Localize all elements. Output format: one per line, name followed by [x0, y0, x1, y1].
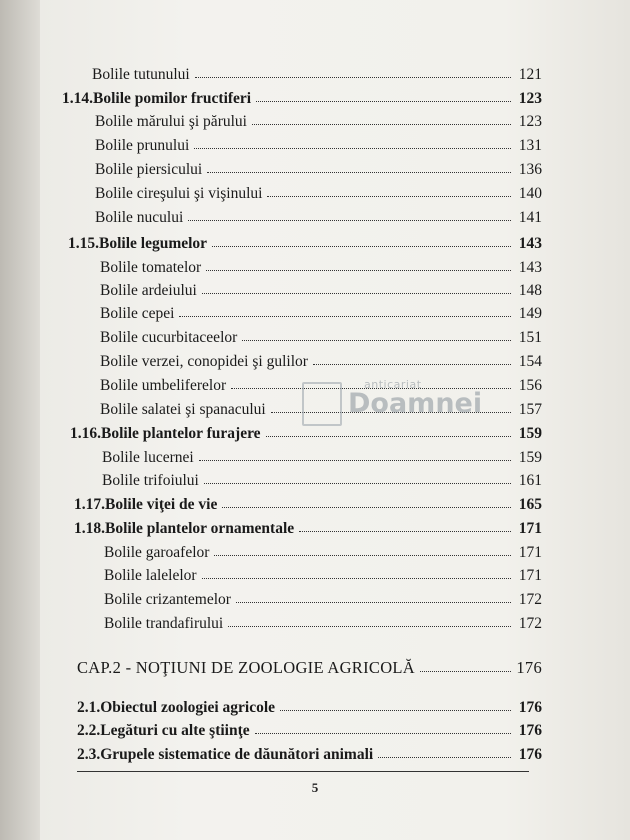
watermark-top-text: anticariat: [364, 378, 422, 391]
toc-entry-page: 159: [518, 448, 542, 466]
toc-entry-page: 176: [516, 657, 542, 677]
toc-leader-dots: [202, 293, 511, 294]
toc-leader-dots: [313, 364, 511, 365]
toc-entry: [100, 347, 542, 369]
toc-leader-dots: [214, 555, 511, 556]
toc-entry-label: 2.1.Obiectul zoologiei agricole: [77, 698, 276, 716]
toc-entry-page: 171: [518, 543, 542, 561]
toc-entry-page: 171: [518, 566, 542, 584]
toc-entry-label: Bolile nucului: [95, 208, 184, 226]
toc-entry-page: 165: [518, 495, 542, 513]
toc-entry-page: 149: [518, 304, 542, 322]
toc-leader-dots: [204, 483, 511, 484]
toc-leader-dots: [280, 710, 511, 711]
toc-entry: [100, 323, 542, 345]
toc-entry-label: Bolile lucernei: [102, 448, 194, 466]
toc-entry-page: 148: [518, 281, 542, 299]
toc-entry-page: 176: [518, 698, 542, 716]
toc-entry-label: 1.17.Bolile viţei de vie: [74, 495, 218, 513]
watermark-logo: [302, 378, 483, 438]
toc-entry-label: 1.16.Bolile plantelor furajere: [70, 424, 261, 442]
toc-entry: [62, 84, 542, 106]
toc-entry: [102, 443, 542, 465]
toc-leader-dots: [242, 340, 511, 341]
toc-leader-dots: [206, 270, 511, 271]
toc-entry-label: 1.14.Bolile pomilor fructiferi: [62, 89, 252, 107]
toc-entry-page: 157: [518, 400, 542, 418]
toc-entry-label: Bolile trandafirului: [104, 614, 224, 632]
toc-entry-label: Bolile piersicului: [95, 160, 203, 178]
toc-entry: [74, 490, 542, 512]
toc-entry: [104, 561, 542, 583]
toc-entry-page: 140: [518, 184, 542, 202]
toc-leader-dots: [299, 531, 511, 532]
toc-entry-page: 141: [518, 208, 542, 226]
toc-entry-page: 176: [518, 721, 542, 739]
toc-entry-page: 176: [518, 745, 542, 763]
toc-leader-dots: [199, 460, 511, 461]
toc-leader-dots: [252, 124, 511, 125]
toc-entry-label: Bolile cucurbitaceelor: [100, 328, 238, 346]
toc-entry: [77, 716, 542, 738]
page-number: 5: [311, 780, 319, 795]
toc-entry: [95, 131, 542, 153]
toc-entry-page: 161: [518, 471, 542, 489]
toc-entry-label: Bolile umbeliferelor: [100, 376, 227, 394]
toc-entry: [102, 466, 542, 488]
toc-entry-label: Bolile verzei, conopidei şi gulilor: [100, 352, 308, 370]
toc-entry-label: Bolile salatei şi spanacului: [100, 400, 266, 418]
toc-entry-page: 131: [518, 136, 542, 154]
footer-rule: [77, 771, 529, 772]
toc-entry-page: 143: [518, 258, 542, 276]
toc-entry: [77, 740, 542, 762]
toc-entry-label: 1.15.Bolile legumelor: [68, 234, 208, 252]
toc-entry-page: 121: [518, 65, 542, 83]
toc-entry: [74, 514, 542, 536]
toc-entry: [77, 693, 542, 715]
toc-entry-label: Bolile ardeiului: [100, 281, 197, 299]
toc-leader-dots: [195, 77, 511, 78]
toc-leader-dots: [378, 757, 511, 758]
toc-entry-label: Bolile cireşului şi vişinului: [95, 184, 263, 202]
toc-entry-label: Bolile tomatelor: [100, 258, 202, 276]
toc-entry-label: Bolile cepei: [100, 304, 175, 322]
toc-leader-dots: [179, 316, 511, 317]
toc-entry-label: Bolile mărului şi părului: [95, 112, 247, 130]
toc-entry-page: 123: [518, 112, 542, 130]
toc-entry: [100, 299, 542, 321]
toc-leader-dots: [194, 148, 511, 149]
toc-entry: [104, 585, 542, 607]
watermark-book-icon: [302, 382, 342, 426]
toc-entry-label: Bolile crizantemelor: [104, 590, 231, 608]
toc-leader-dots: [207, 172, 511, 173]
toc-leader-dots: [236, 602, 511, 603]
toc-entry-label: Bolile trifoiului: [102, 471, 199, 489]
toc-leader-dots: [202, 578, 511, 579]
toc-entry-page: 159: [518, 424, 542, 442]
toc-leader-dots: [256, 101, 511, 102]
toc-leader-dots: [212, 246, 511, 247]
toc-leader-dots: [267, 196, 511, 197]
toc-entry-label: Bolile lalelelor: [104, 566, 197, 584]
toc-entry-page: 172: [518, 614, 542, 632]
toc-entry-page: 123: [518, 89, 542, 107]
watermark-name: Doamnei: [348, 388, 483, 419]
toc-entry: [95, 107, 542, 129]
toc-leader-dots: [420, 671, 511, 672]
toc-entry-page: 136: [518, 160, 542, 178]
toc-entry-label: Bolile prunului: [95, 136, 190, 154]
toc-entry-label: Bolile garoafelor: [104, 543, 210, 561]
toc-entry-label: 2.3.Grupele sistematice de dăunători animali: [77, 745, 374, 763]
toc-entry-page: 143: [518, 234, 542, 252]
toc-entry-page: 154: [518, 352, 542, 370]
toc-entry: [92, 60, 542, 82]
toc-entry: [95, 155, 542, 177]
toc-entry: [68, 229, 542, 251]
toc-entry: [95, 203, 542, 225]
toc-entry-label: 2.2.Legături cu alte ştiinţe: [77, 721, 250, 739]
toc-leader-dots: [255, 733, 511, 734]
toc-entry-page: 171: [518, 519, 542, 537]
toc-entry-label: CAP.2 - NOŢIUNI DE ZOOLOGIE AGRICOLĂ: [77, 657, 416, 677]
toc-entry-page: 156: [518, 376, 542, 394]
toc-entry-page: 172: [518, 590, 542, 608]
toc-entry: [104, 609, 542, 631]
toc-entry-label: 1.18.Bolile plantelor ornamentale: [74, 519, 295, 537]
toc-leader-dots: [188, 220, 511, 221]
toc-entry: [100, 276, 542, 298]
toc-entry: [95, 179, 542, 201]
toc-entry-page: 151: [518, 328, 542, 346]
toc-leader-dots: [222, 507, 511, 508]
toc-leader-dots: [228, 626, 511, 627]
toc-entry: [100, 253, 542, 275]
toc-entry-label: Bolile tutunului: [92, 65, 190, 83]
toc-entry: [104, 538, 542, 560]
toc-chapter-entry: [77, 654, 542, 676]
